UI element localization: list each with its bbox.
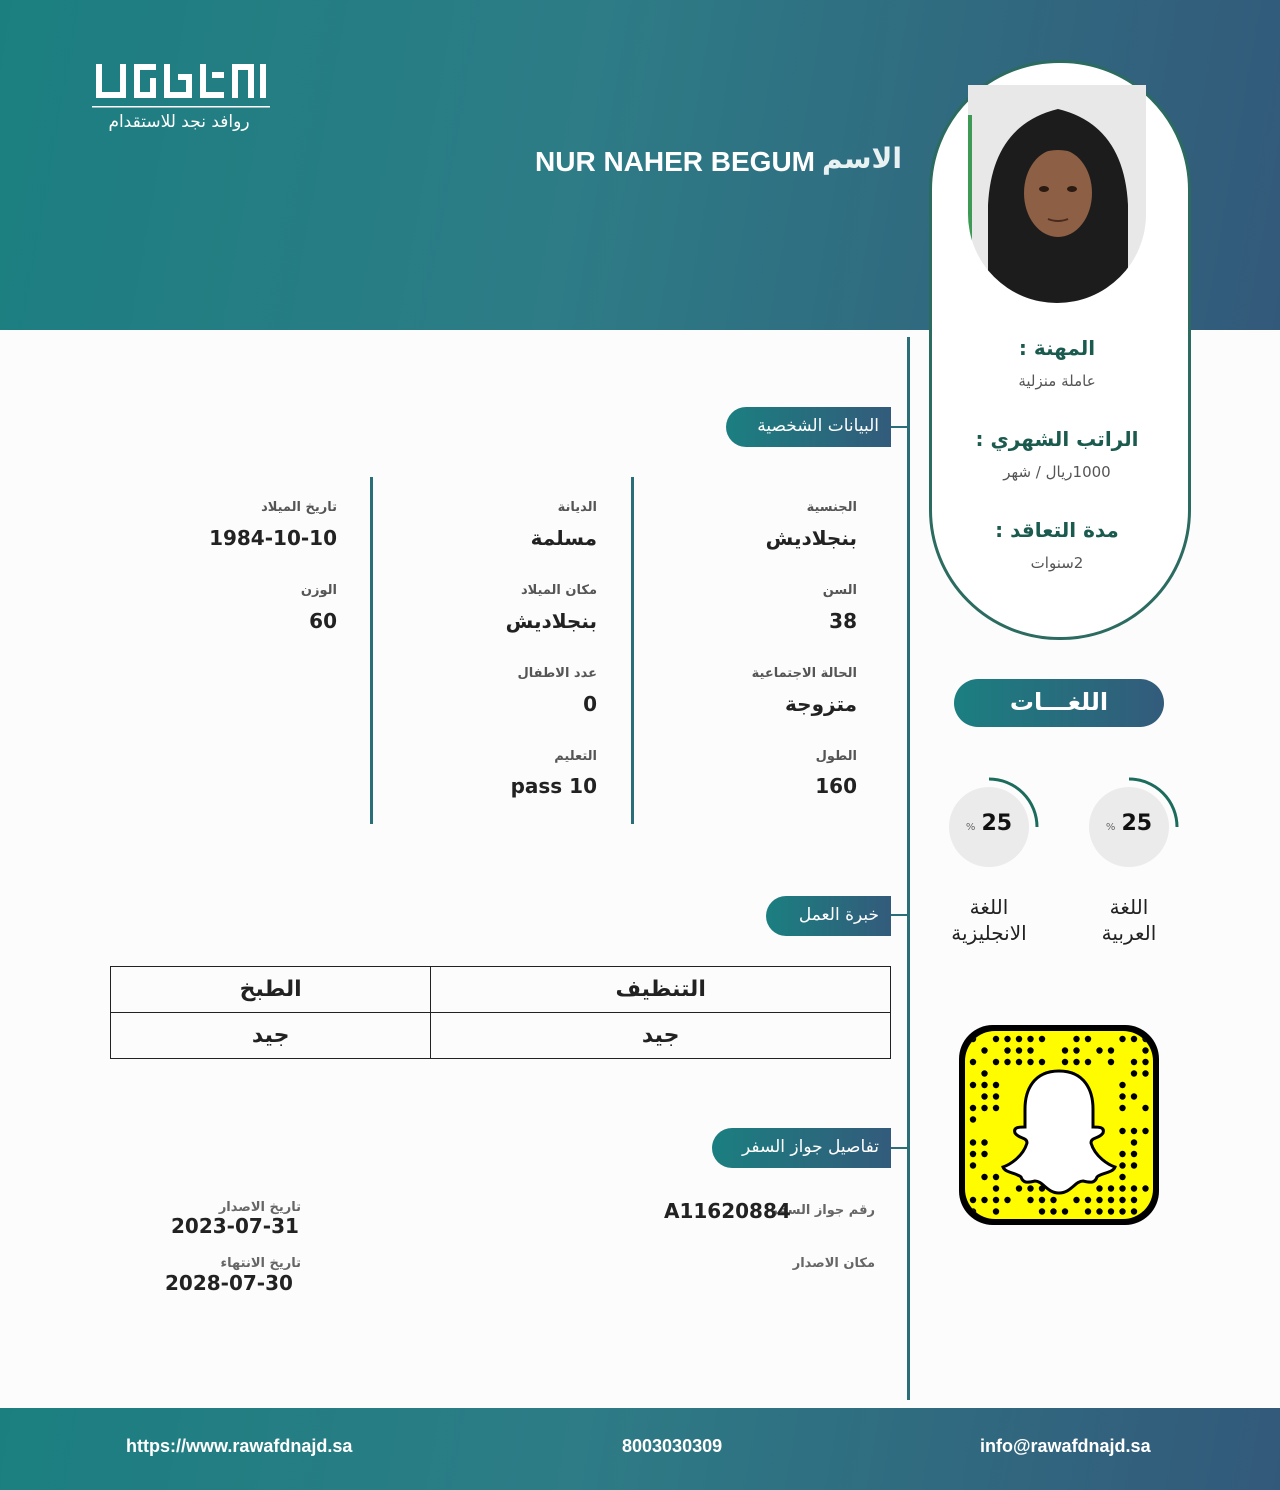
snapchat-qr-code[interactable] bbox=[959, 1025, 1159, 1225]
birthdate-label: تاريخ الميلاد bbox=[261, 500, 337, 515]
snapcode-dot bbox=[1119, 1197, 1125, 1203]
snapcode-dot bbox=[1108, 1047, 1114, 1053]
snapcode-dot bbox=[1073, 1047, 1079, 1053]
table-row bbox=[111, 1013, 891, 1059]
snapcode-dot bbox=[1027, 1036, 1033, 1042]
skill-level-cooking: جيد bbox=[111, 1013, 431, 1059]
snapcode-dot bbox=[1131, 1197, 1137, 1203]
experience-section-title: خبرة العمل bbox=[766, 896, 891, 936]
snapcode-dot bbox=[970, 1082, 976, 1088]
arabic-progress-arc bbox=[1079, 777, 1179, 877]
snapcode-dot bbox=[993, 1208, 999, 1214]
section-tick bbox=[891, 426, 909, 428]
experience-table bbox=[110, 966, 891, 1059]
salary-value: 1000ريال / شهر bbox=[1003, 463, 1111, 481]
snapcode-dots bbox=[965, 1031, 1153, 1219]
snapcode-dot bbox=[1119, 1174, 1125, 1180]
snapcode-dot bbox=[981, 1070, 987, 1076]
snapcode-dot bbox=[1131, 1036, 1137, 1042]
snapcode-dot bbox=[1039, 1036, 1045, 1042]
issue-date-value: 2023-07-31 bbox=[171, 1214, 299, 1238]
height-label: الطول bbox=[815, 749, 857, 764]
contract-value: 2سنوات bbox=[1030, 554, 1084, 572]
skill-level-cleaning: جيد bbox=[431, 1013, 891, 1059]
snapcode-dot bbox=[1073, 1059, 1079, 1065]
percent-unit: % bbox=[965, 822, 976, 833]
salary-label: الراتب الشهري : bbox=[975, 427, 1139, 451]
snapcode-dot bbox=[1096, 1047, 1102, 1053]
snapcode-dot bbox=[1119, 1151, 1125, 1157]
snapcode-dot bbox=[1016, 1185, 1022, 1191]
snapcode-dot bbox=[970, 1162, 976, 1168]
personal-section-title: البيانات الشخصية bbox=[726, 407, 891, 447]
phone-number[interactable]: 8003030309 bbox=[622, 1436, 723, 1456]
nationality-value: بنجلاديش bbox=[765, 526, 857, 550]
email-link[interactable]: info@rawafdnajd.sa bbox=[980, 1436, 1151, 1456]
skill-header-cooking: الطبخ bbox=[111, 967, 431, 1013]
snapcode-dot bbox=[1142, 1047, 1148, 1053]
snapcode-dot bbox=[1096, 1208, 1102, 1214]
company-logo bbox=[92, 60, 270, 110]
marital-status-label: الحالة الاجتماعية bbox=[751, 666, 857, 681]
snapcode-dot bbox=[970, 1197, 976, 1203]
section-tick bbox=[891, 1147, 909, 1149]
snapcode-dot bbox=[1108, 1208, 1114, 1214]
snapcode-dot bbox=[1142, 1128, 1148, 1134]
snapcode-dot bbox=[1016, 1059, 1022, 1065]
snapcode-dot bbox=[981, 1139, 987, 1145]
snapcode-dot bbox=[1062, 1208, 1068, 1214]
snapcode-dot bbox=[1050, 1208, 1056, 1214]
snapcode-dot bbox=[981, 1197, 987, 1203]
snapcode-dot bbox=[970, 1139, 976, 1145]
birthplace-value: بنجلاديش bbox=[505, 609, 597, 633]
snapcode-dot bbox=[1119, 1208, 1125, 1214]
snapcode-dot bbox=[1131, 1059, 1137, 1065]
snapcode-dot bbox=[1142, 1070, 1148, 1076]
snapcode-dot bbox=[1119, 1128, 1125, 1134]
profession-value: عاملة منزلية bbox=[1018, 372, 1096, 390]
snapcode-dot bbox=[993, 1082, 999, 1088]
snapcode-dot bbox=[1016, 1036, 1022, 1042]
candidate-photo bbox=[968, 85, 1146, 303]
percent-unit: % bbox=[1105, 822, 1116, 833]
religion-label: الديانة bbox=[557, 500, 597, 515]
snapcode-dot bbox=[1119, 1082, 1125, 1088]
snapcode-dot bbox=[1131, 1208, 1137, 1214]
snapcode-dot bbox=[993, 1185, 999, 1191]
snapcode-dot bbox=[1096, 1197, 1102, 1203]
snapcode-dot bbox=[981, 1174, 987, 1180]
snapcode-dot bbox=[1027, 1047, 1033, 1053]
snapcode-dot bbox=[1119, 1093, 1125, 1099]
english-language-label: اللغة الانجليزية bbox=[951, 895, 1027, 945]
english-progress-arc bbox=[939, 777, 1039, 877]
timeline-divider bbox=[907, 337, 910, 1400]
snapcode-dot bbox=[1096, 1185, 1102, 1191]
snapcode-dot bbox=[1142, 1105, 1148, 1111]
education-value: pass 10 bbox=[510, 774, 597, 798]
issue-place-label: مكان الاصدار bbox=[792, 1256, 875, 1271]
table-row bbox=[111, 967, 891, 1013]
snapcode-dot bbox=[981, 1093, 987, 1099]
birthdate-value: 1984-10-10 bbox=[209, 526, 337, 550]
snapcode-dot bbox=[1085, 1208, 1091, 1214]
snapcode-dot bbox=[981, 1151, 987, 1157]
arabic-percent: 25 bbox=[1121, 811, 1153, 836]
snapcode-dot bbox=[1131, 1151, 1137, 1157]
snapcode-dot bbox=[1119, 1036, 1125, 1042]
snapcode-dot bbox=[1073, 1036, 1079, 1042]
snapcode-dot bbox=[970, 1151, 976, 1157]
snapcode-dot bbox=[1039, 1208, 1045, 1214]
snapcode-dot bbox=[1142, 1185, 1148, 1191]
snapcode-dot bbox=[970, 1059, 976, 1065]
snapcode-dot bbox=[1016, 1047, 1022, 1053]
languages-title: اللغـــات bbox=[954, 679, 1164, 727]
snapcode-dot bbox=[1131, 1128, 1137, 1134]
snapcode-dot bbox=[993, 1036, 999, 1042]
snapcode-dot bbox=[1108, 1197, 1114, 1203]
company-name: روافد نجد للاستقدام bbox=[108, 112, 250, 132]
footer-bar bbox=[0, 1408, 1280, 1490]
snapcode-dot bbox=[1073, 1197, 1079, 1203]
candidate-name: NUR NAHER BEGUM bbox=[535, 146, 815, 177]
issue-date-label: تاريخ الاصدار bbox=[218, 1200, 301, 1215]
snapcode-dot bbox=[1004, 1047, 1010, 1053]
snapcode-dot bbox=[993, 1059, 999, 1065]
snapcode-dot bbox=[1108, 1185, 1114, 1191]
passport-section-title: تفاصيل جواز السفر bbox=[712, 1128, 891, 1168]
passport-number-label: رقم جواز السفر bbox=[770, 1203, 875, 1218]
snapcode-dot bbox=[993, 1093, 999, 1099]
snapcode-dot bbox=[1085, 1036, 1091, 1042]
snapcode-dot bbox=[1131, 1139, 1137, 1145]
snapcode-dot bbox=[970, 1208, 976, 1214]
marital-status-value: متزوجة bbox=[785, 692, 857, 716]
profession-label: المهنة : bbox=[1018, 336, 1096, 360]
snapcode-dot bbox=[1062, 1047, 1068, 1053]
section-tick bbox=[891, 914, 909, 916]
snapchat-ghost-icon bbox=[1003, 1071, 1115, 1193]
snapcode-dot bbox=[1131, 1093, 1137, 1099]
name-label: الاسم bbox=[822, 142, 902, 175]
website-link[interactable]: https://www.rawafdnajd.sa bbox=[126, 1436, 353, 1456]
snapcode-dot bbox=[1004, 1197, 1010, 1203]
passport-number-value: A11620884 bbox=[664, 1199, 791, 1223]
religion-value: مسلمة bbox=[530, 526, 597, 550]
snapcode-dot bbox=[1027, 1197, 1033, 1203]
snapcode-dot bbox=[981, 1082, 987, 1088]
age-label: السن bbox=[822, 583, 857, 598]
height-value: 160 bbox=[815, 774, 857, 798]
snapcode-dot bbox=[1108, 1059, 1114, 1065]
expiry-date-label: تاريخ الانتهاء bbox=[220, 1256, 301, 1271]
snapcode-dot bbox=[970, 1116, 976, 1122]
snapcode-dot bbox=[981, 1047, 987, 1053]
snapcode-dot bbox=[1062, 1059, 1068, 1065]
education-label: التعليم bbox=[554, 749, 597, 764]
children-value: 0 bbox=[583, 692, 597, 716]
snapcode-dot bbox=[1142, 1036, 1148, 1042]
snapcode-dot bbox=[1131, 1070, 1137, 1076]
snapcode-dot bbox=[1039, 1059, 1045, 1065]
age-value: 38 bbox=[829, 609, 857, 633]
nationality-label: الجنسية bbox=[806, 500, 857, 515]
snapcode-dot bbox=[1131, 1162, 1137, 1168]
snapcode-dot bbox=[993, 1197, 999, 1203]
snapcode-dot bbox=[1119, 1162, 1125, 1168]
snapcode-dot bbox=[1004, 1059, 1010, 1065]
weight-value: 60 bbox=[309, 609, 337, 633]
weight-label: الوزن bbox=[300, 583, 337, 598]
snapcode-dot bbox=[1119, 1105, 1125, 1111]
snapcode-dot bbox=[1004, 1036, 1010, 1042]
snapcode-dot bbox=[993, 1105, 999, 1111]
contract-label: مدة التعاقد : bbox=[995, 518, 1119, 542]
snapcode-dot bbox=[1027, 1185, 1033, 1191]
arabic-language-label: اللغة العربية bbox=[1101, 895, 1157, 945]
snapcode-dot bbox=[1085, 1059, 1091, 1065]
expiry-date-value: 2028-07-30 bbox=[165, 1271, 293, 1295]
snapcode-dot bbox=[1085, 1197, 1091, 1203]
children-label: عدد الاطفال bbox=[517, 666, 597, 681]
snapcode-dot bbox=[970, 1036, 976, 1042]
snapcode-dot bbox=[1131, 1185, 1137, 1191]
snapcode-dot bbox=[993, 1174, 999, 1180]
skill-header-cleaning: التنظيف bbox=[431, 967, 891, 1013]
snapcode-dot bbox=[1119, 1185, 1125, 1191]
snapcode-dot bbox=[981, 1105, 987, 1111]
snapcode-dot bbox=[1142, 1059, 1148, 1065]
snapcode-dot bbox=[1027, 1059, 1033, 1065]
snapcode-dot bbox=[1050, 1197, 1056, 1203]
english-percent: 25 bbox=[981, 811, 1013, 836]
snapcode-dot bbox=[1039, 1197, 1045, 1203]
snapcode-dot bbox=[970, 1105, 976, 1111]
birthplace-label: مكان الميلاد bbox=[520, 583, 597, 598]
